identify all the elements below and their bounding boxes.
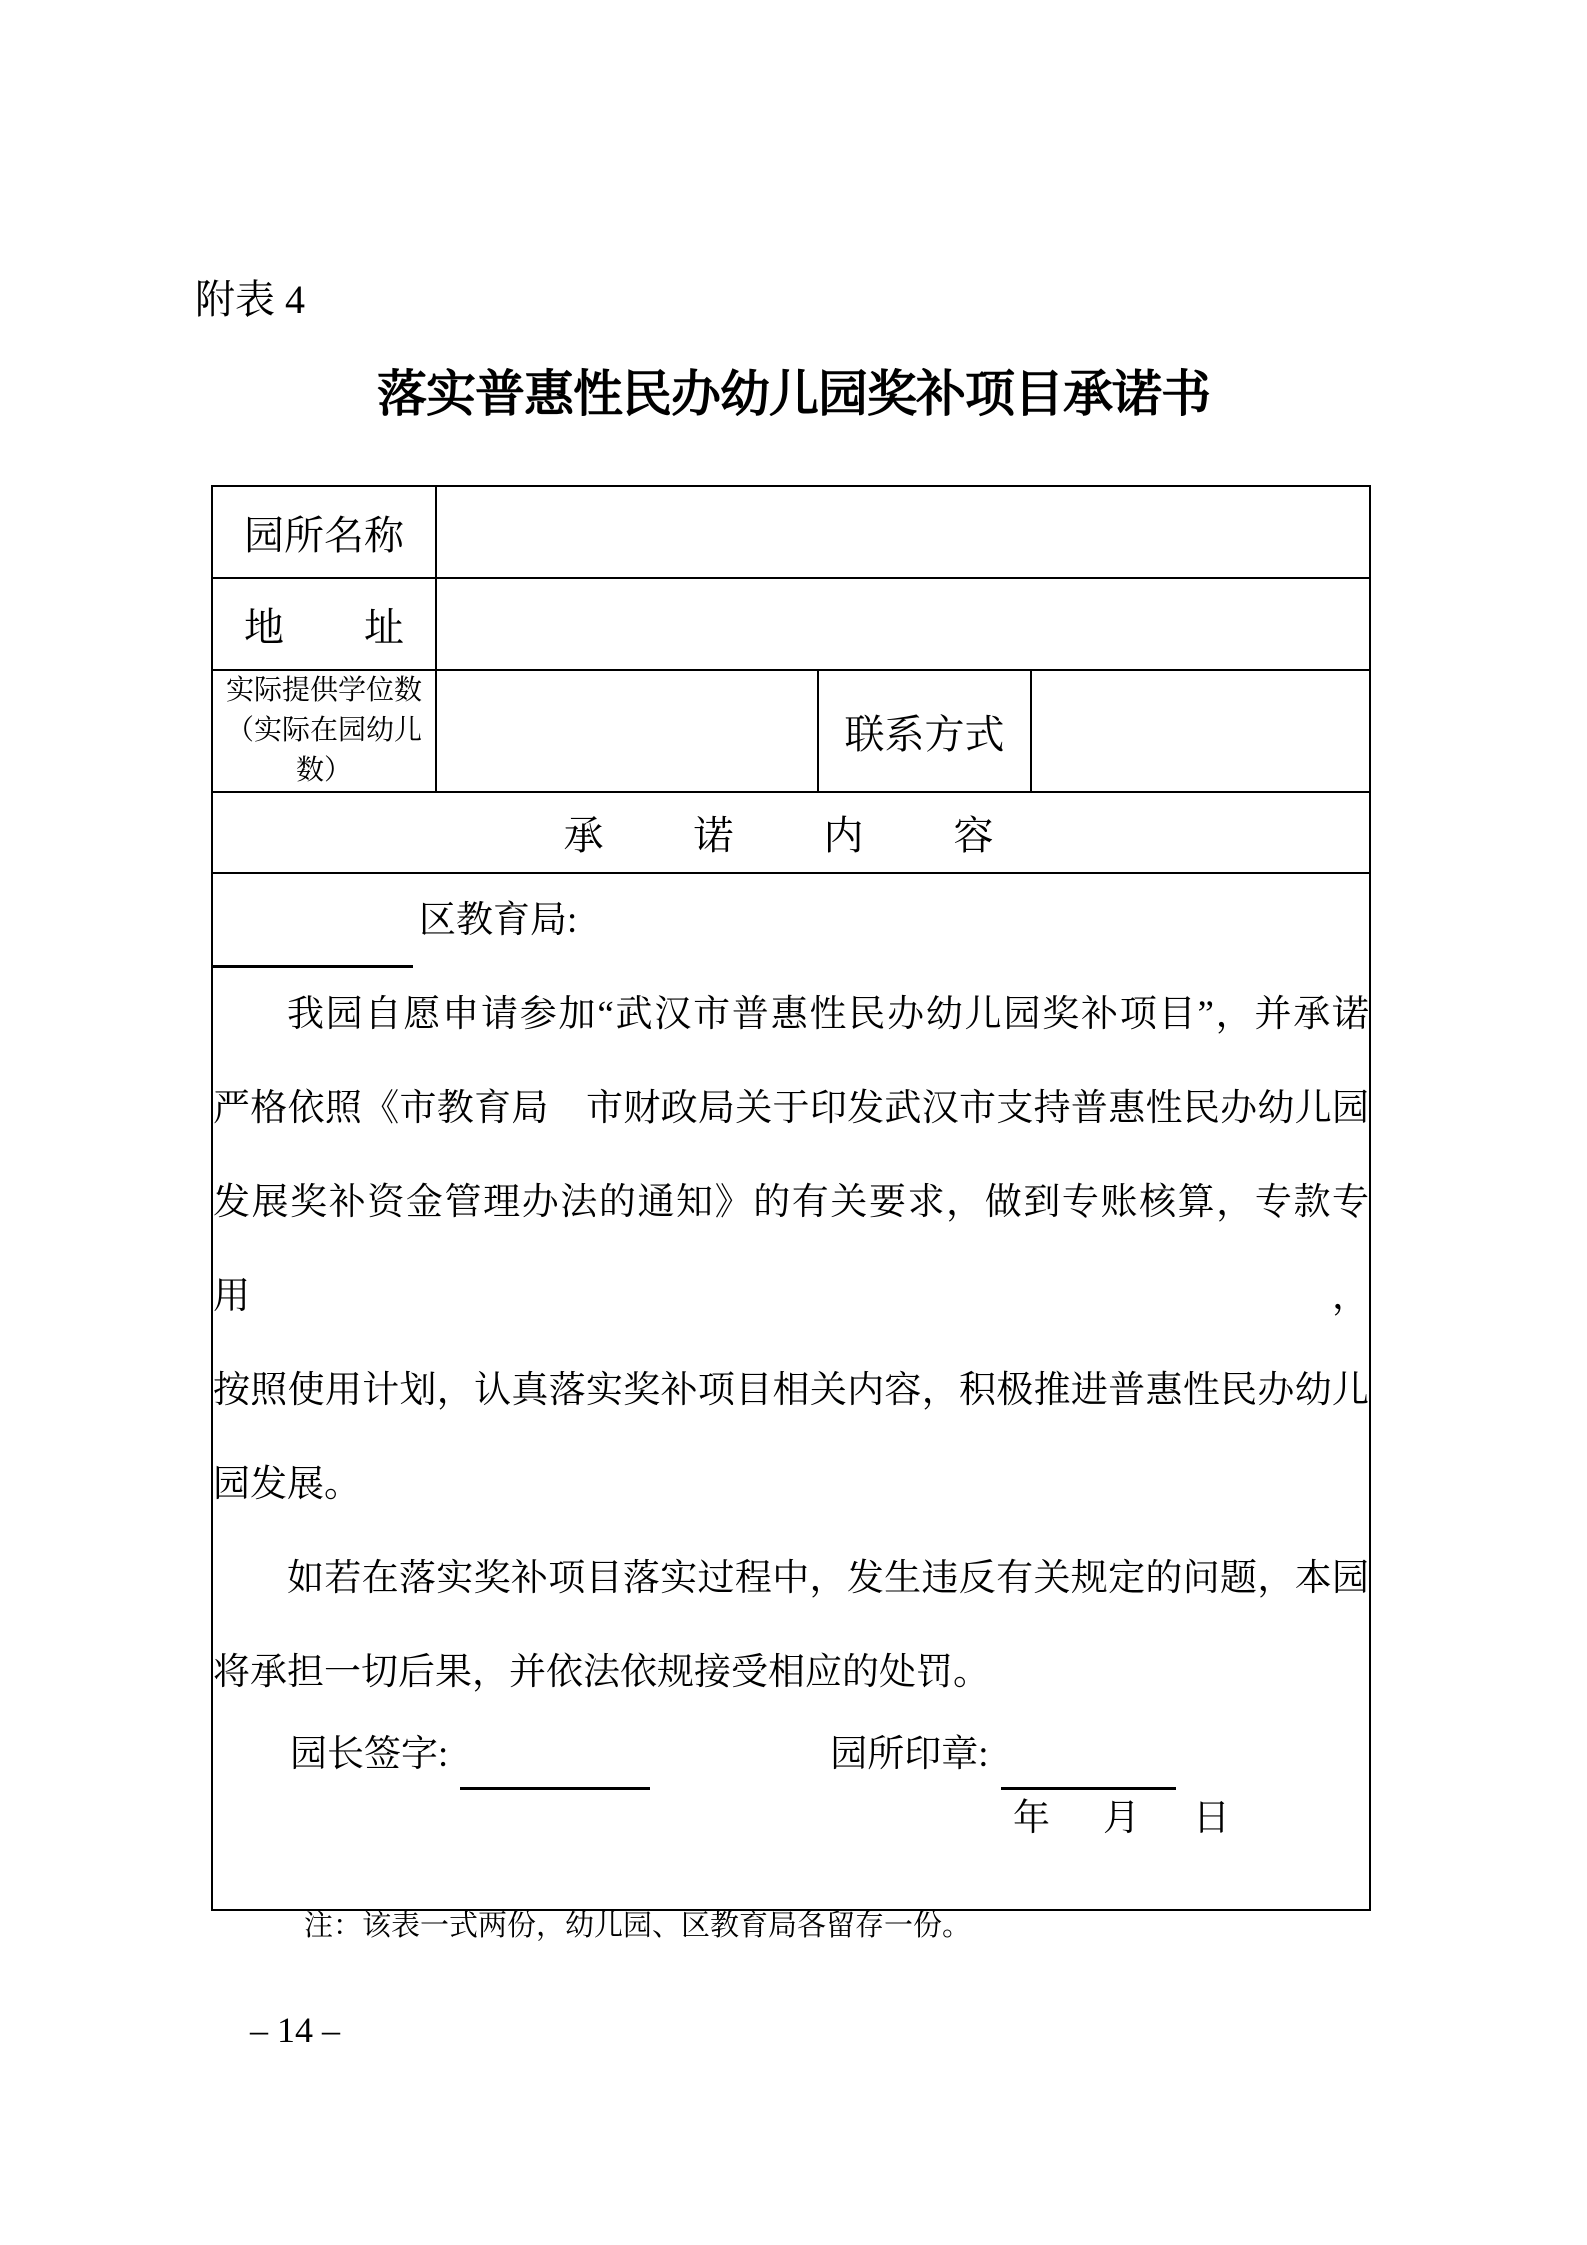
address-label: 地 址	[212, 578, 436, 670]
seal-label: 园所印章:	[830, 1734, 989, 1775]
kindergarten-name-label: 园所名称	[212, 486, 436, 578]
body-line: 将承担一切后果，并依法依规接受相应的处罚。	[213, 1652, 990, 1693]
page-number: – 14 –	[250, 2010, 340, 2050]
date-line: 年 月 日	[1013, 1798, 1238, 1839]
body-line: 如若在落实奖补项目落实过程中，发生违反有关规定的问题，本园	[287, 1558, 1370, 1599]
seal-signature	[830, 1720, 1175, 1790]
salutation-label: 区教育局:	[419, 900, 578, 941]
seats-label-line1: 实际提供学位数	[225, 675, 422, 706]
principal-signature	[290, 1720, 650, 1790]
principal-signature-label: 园长签字:	[290, 1734, 449, 1775]
footnote: 注：该表一式两份，幼儿园、区教育局各留存一份。	[304, 1910, 972, 1942]
salutation-blank	[213, 929, 413, 968]
salutation-line	[213, 874, 1369, 968]
seats-value-cell	[436, 670, 818, 792]
commitment-content-cell	[212, 873, 1370, 1910]
body-line: 按照使用计划，认真落实奖补项目相关内容，积极推进普惠性民办幼儿	[213, 1370, 1370, 1411]
seats-label	[212, 670, 436, 792]
section-header-row	[212, 792, 1370, 873]
principal-signature-blank	[460, 1751, 650, 1790]
seats-contact-row	[212, 670, 1370, 792]
address-value-cell	[436, 578, 1370, 670]
body-line: 严格依照《市教育局 市财政局关于印发武汉市支持普惠性民办幼儿园	[213, 1088, 1370, 1129]
commitment-form-table	[211, 485, 1371, 1911]
section-header: 承 诺 内 容	[212, 792, 1370, 873]
contact-label: 联系方式	[818, 670, 1031, 792]
body-line: 发展奖补资金管理办法的通知》的有关要求，做到专账核算，专款专用，	[213, 1182, 1370, 1317]
seal-blank	[1001, 1751, 1176, 1790]
kindergarten-name-row	[212, 486, 1370, 578]
doc-title: 落实普惠性民办幼儿园奖补项目承诺书	[377, 366, 1210, 422]
signature-line	[213, 1720, 1369, 1790]
kindergarten-name-value-cell	[436, 486, 1370, 578]
contact-value-cell	[1031, 670, 1370, 792]
attachment-label: 附表 4	[195, 277, 305, 322]
seats-label-line2: （实际在园幼儿数）	[225, 715, 422, 786]
address-row	[212, 578, 1370, 670]
body-line: 园发展。	[213, 1464, 361, 1505]
commitment-content-row	[212, 873, 1370, 1910]
body-line: 我园自愿申请参加“武汉市普惠性民办幼儿园奖补项目”，并承诺	[287, 994, 1370, 1035]
